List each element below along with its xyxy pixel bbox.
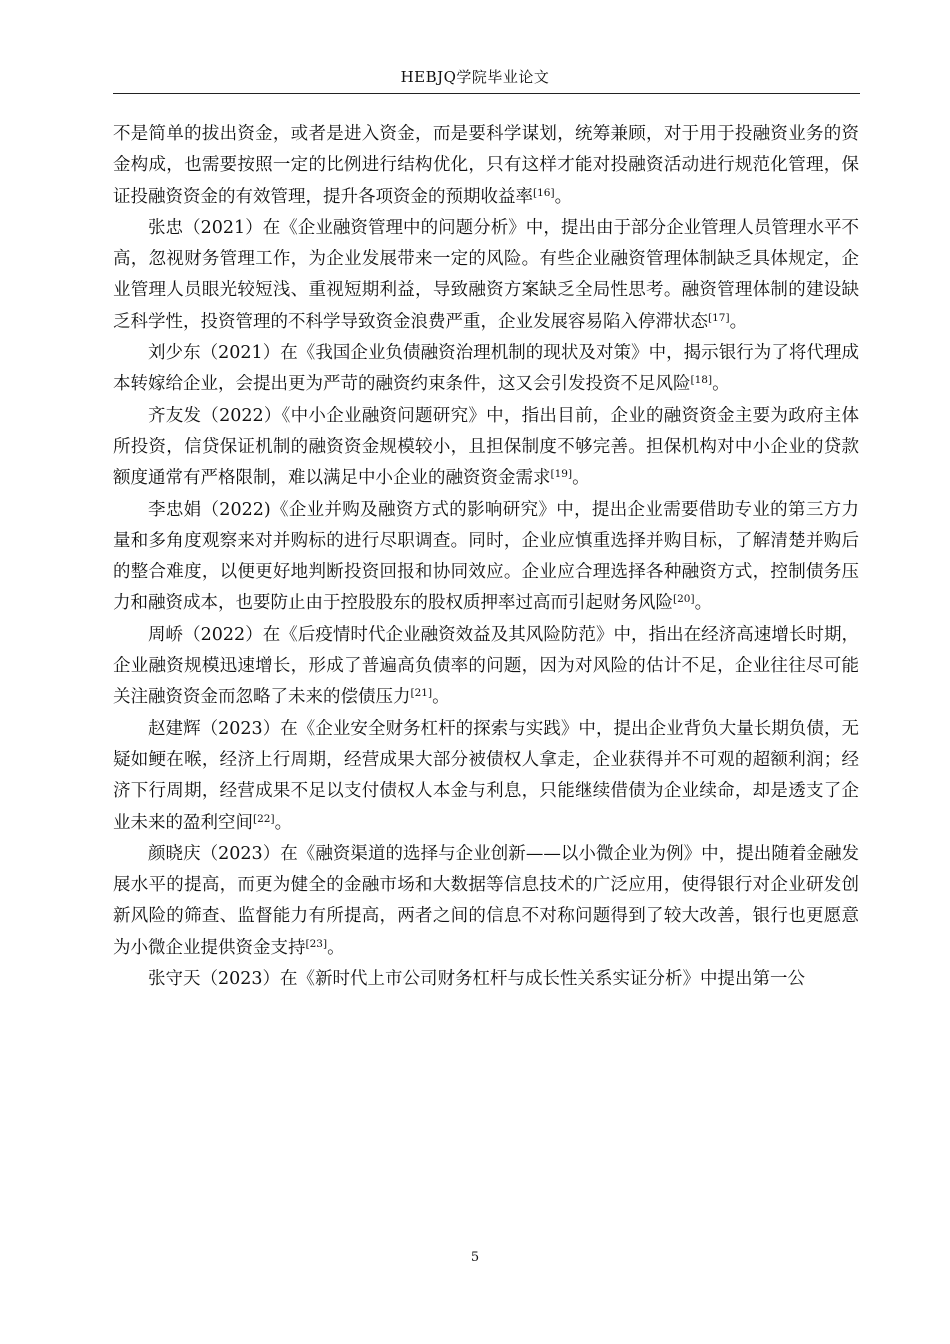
paragraph [113, 620, 859, 714]
citation-ref: [22] [253, 812, 275, 825]
paragraph-tail: 。 [432, 687, 450, 708]
paragraph-text: 刘少东（2021）在《我国企业负债融资治理机制的现状及对策》中，揭示银行为了将代理成本转嫁给企业，会提出更为严苛的融资约束条件，这又会引发投资不足风险 [113, 343, 859, 395]
paragraph [113, 338, 859, 401]
paragraph-tail: 。 [712, 374, 730, 395]
paragraph-tail: 。 [274, 812, 293, 833]
paragraph [113, 839, 859, 964]
paragraph-text: 齐友发（2022）《中小企业融资问题研究》中，指出目前，企业的融资资金主要为政府主体所投资，信贷保证机制的融资资金规模较小，且担保制度不够完善。担保机构对中小企业的贷款额度通常有严格限制，难以满足中小企业的融资资金需求 [113, 405, 859, 489]
citation-ref: [21] [410, 687, 433, 700]
paragraph-tail: 。 [554, 186, 573, 207]
paragraph-tail: 。 [572, 468, 590, 489]
running-header-title: HEBJQ学院毕业论文 [400, 68, 550, 86]
paragraph-continuation [113, 119, 859, 213]
paragraph-text: 周峤（2022）在《后疫情时代企业融资效益及其风险防范》中，指出在经济高速增长时期，企业融资规模迅速增长，形成了普遍高负债率的问题，因为对风险的估计不足，企业往往尽可能关注融资资金而忽略了未来的偿债压力 [113, 624, 859, 708]
citation-ref: [17] [708, 311, 730, 324]
header-divider [113, 93, 860, 94]
paragraph [113, 964, 859, 995]
paragraph-text: 赵建辉（2023）在《企业安全财务杠杆的探索与实践》中，提出企业背负大量长期负债，无疑如鲠在喉，经济上行周期，经营成果大部分被债权人拿走，企业获得并不可观的超额利润；经济下行周期，经营成果不足以支付债权人本金与利息，只能继续借债为企业续命，却是透支了企业未来的盈利空间 [113, 718, 859, 833]
paragraph-text: 张忠（2021）在《企业融资管理中的问题分析》中，提出由于部分企业管理人员管理水平不高，忽视财务管理工作，为企业发展带来一定的风险。有些企业融资管理体制缺乏具体规定，企业管理人员眼光较短浅、重视短期利益，导致融资方案缺乏全局性思考。融资管理体制的建设缺乏科学性，投资管理的不科学导致资金浪费严重，企业发展容易陷入停滞状态 [113, 217, 859, 332]
page-number: 5 [470, 1250, 480, 1265]
citation-ref: [18] [690, 374, 713, 387]
paragraph-text: 李忠娟（2022)《企业并购及融资方式的影响研究》中，提出企业需要借助专业的第三方力量和多角度观察来对并购标的进行尽职调查。同时，企业应慎重选择并购目标，了解清楚并购后的整合难度，以便更好地判断投资回报和协同效应。企业应合理选择各种融资方式，控制债务压力和融资成本，也要防止由于控股股东的股权质押率过高而引起财务风险 [113, 499, 859, 614]
paragraph-tail: 。 [729, 311, 748, 332]
paragraph-tail: 。 [327, 937, 345, 958]
paragraph-tail: 。 [694, 593, 713, 614]
citation-ref: [16] [533, 186, 555, 199]
body-text [113, 119, 859, 995]
paragraph [113, 495, 859, 620]
paragraph-text: 张守天（2023）在《新时代上市公司财务杠杆与成长性关系实证分析》中提出第一公 [148, 969, 806, 990]
paragraph [113, 213, 859, 338]
citation-ref: [20] [673, 593, 695, 606]
paragraph-text: 颜晓庆（2023）在《融资渠道的选择与企业创新——以小微企业为例》中，提出随着金融发展水平的提高，而更为健全的金融市场和大数据等信息技术的广泛应用，使得银行对企业研发创新风险的筛查、监督能力有所提高，两者之间的信息不对称问题得到了较大改善，银行也更愿意为小微企业提供资金支持 [113, 843, 859, 958]
paragraph-text: 不是简单的拔出资金，或者是进入资金，而是要科学谋划，统筹兼顾，对于用于投融资业务的资金构成，也需要按照一定的比例进行结构优化，只有这样才能对投融资活动进行规范化管理，保证投融资资金的有效管理，提升各项资金的预期收益率 [113, 124, 859, 207]
citation-ref: [19] [550, 468, 573, 481]
paragraph [113, 714, 859, 839]
citation-ref: [23] [305, 937, 328, 950]
paragraph [113, 401, 859, 495]
